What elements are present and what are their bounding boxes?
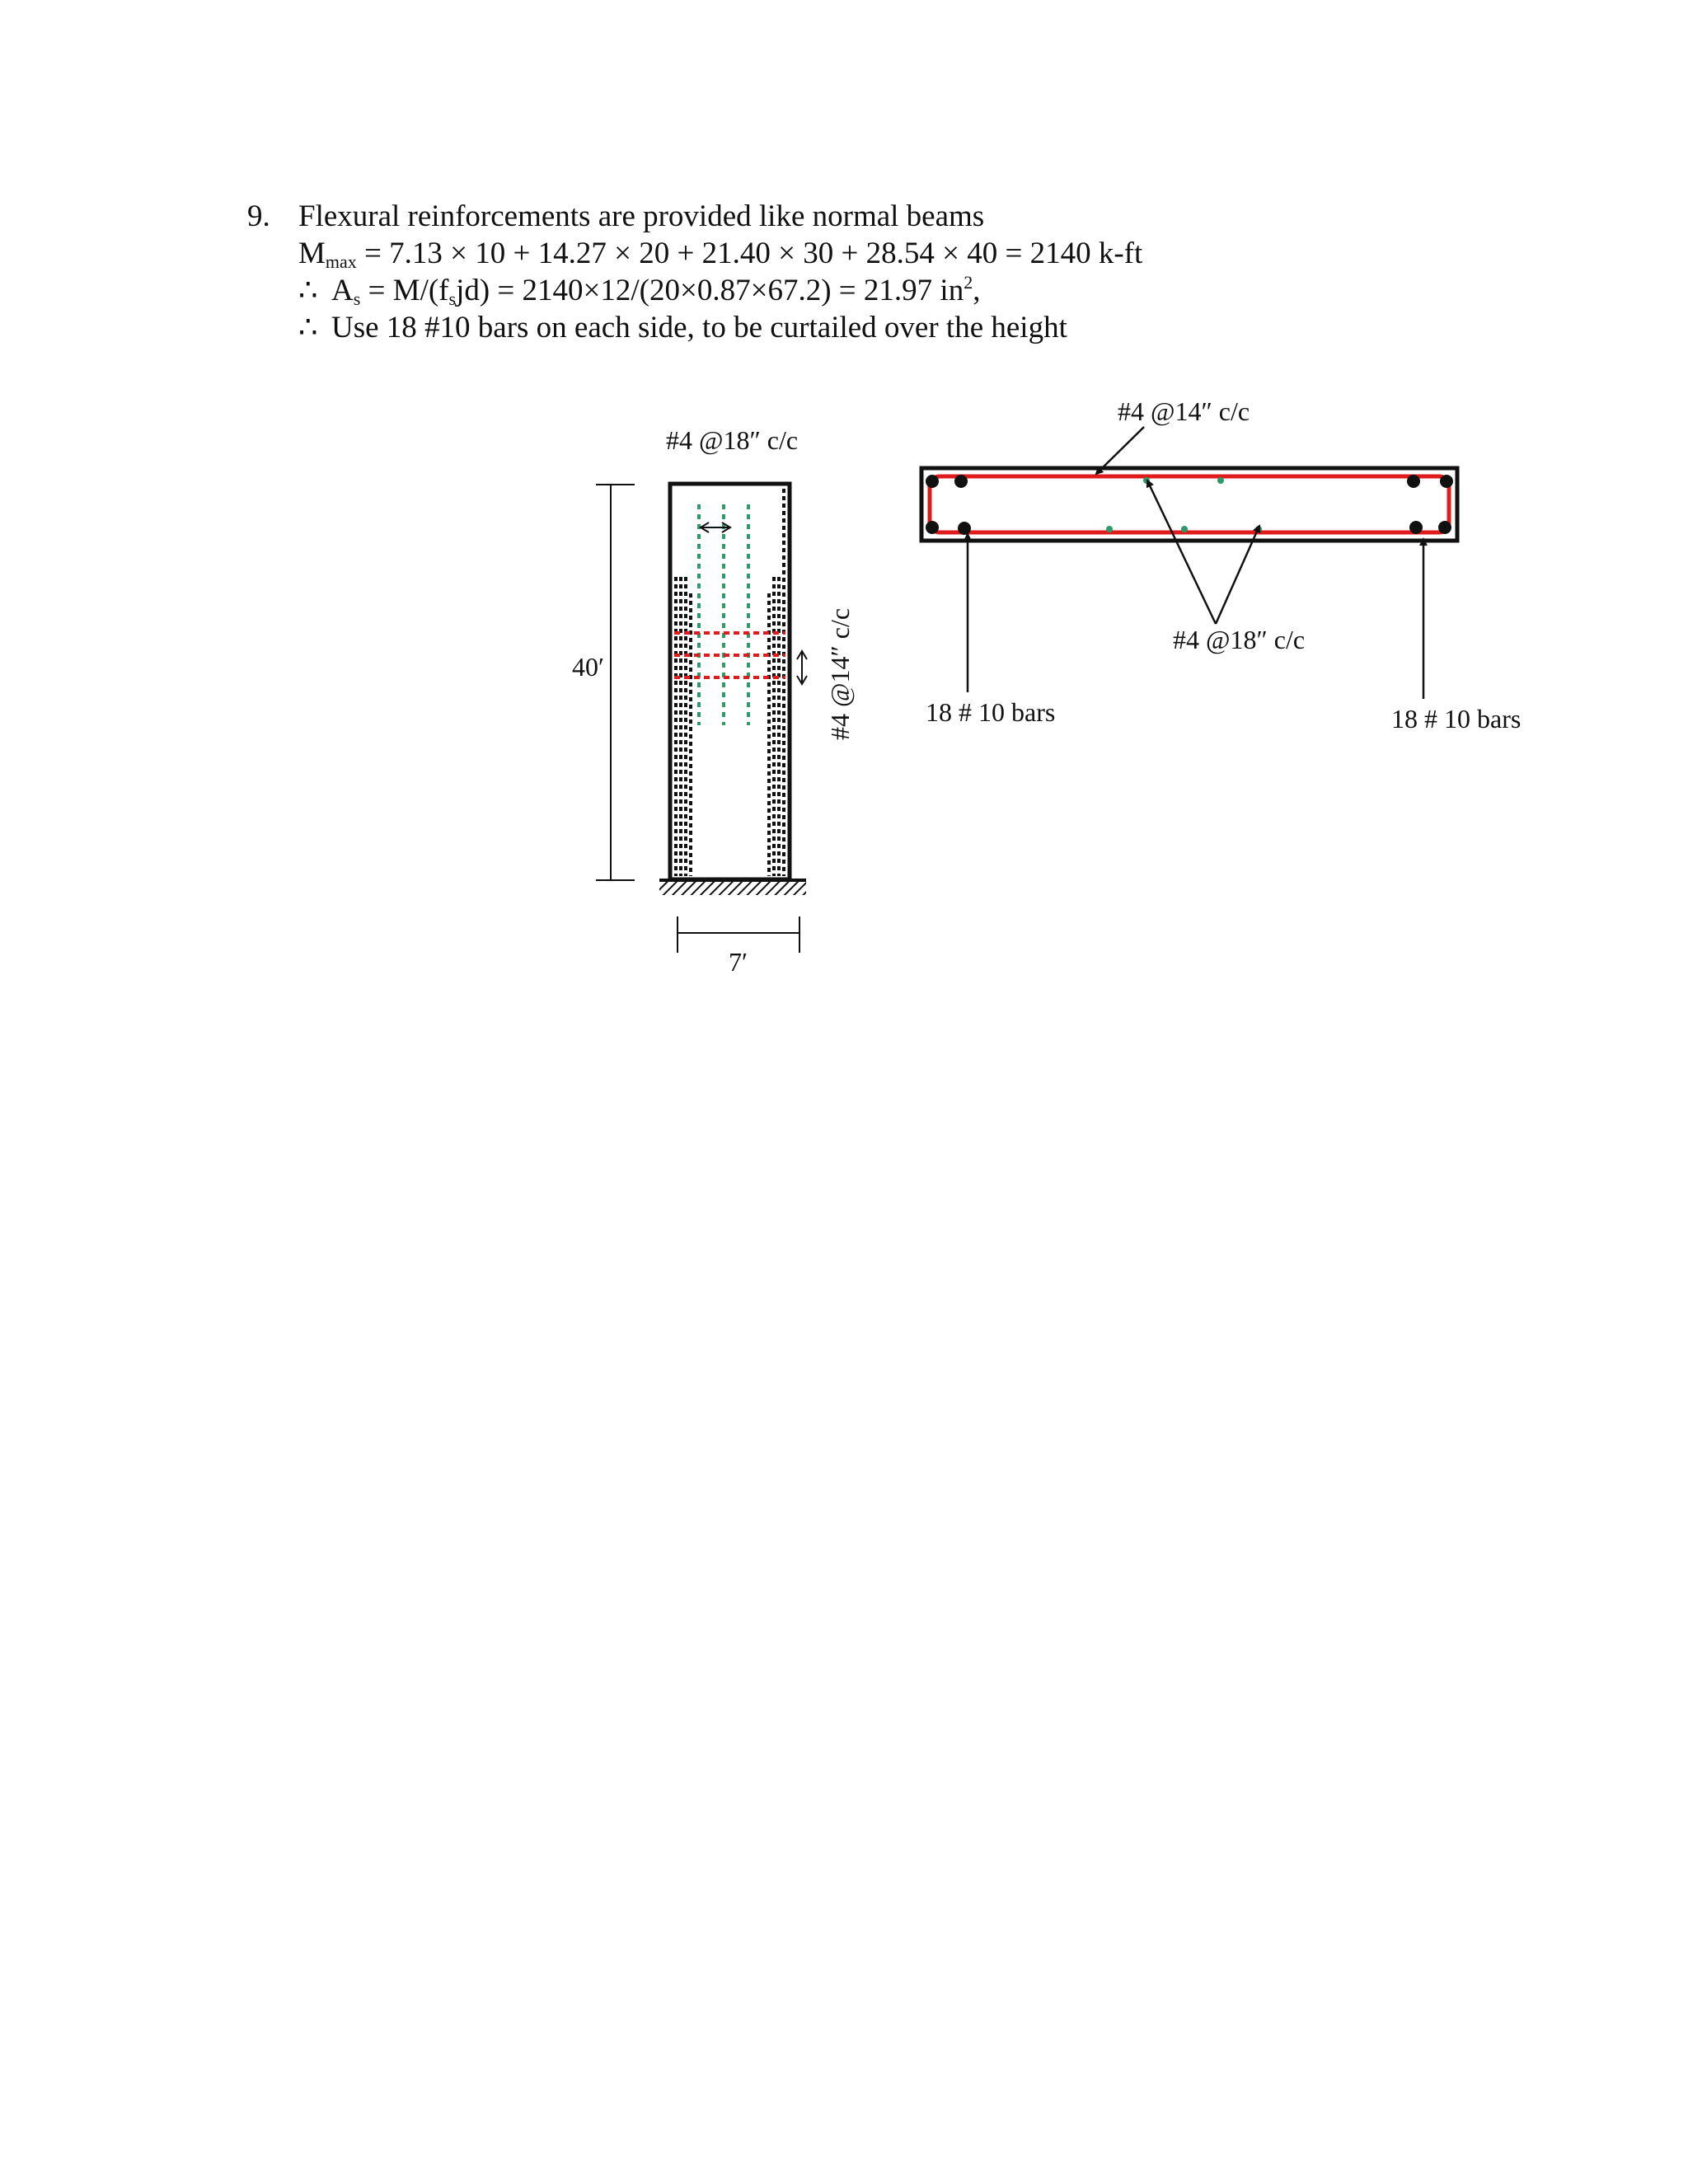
right-bars-label: 18 # 10 bars	[1391, 704, 1522, 733]
step-number: 9.	[247, 199, 270, 233]
web-leader-left	[1147, 480, 1216, 624]
wall-outline	[670, 484, 790, 879]
right-main-bars	[769, 489, 784, 876]
tie-label: #4 @14″ c/c	[1118, 396, 1250, 426]
as-symbol: A	[331, 274, 354, 307]
as-expression-part1: = M/(f	[360, 274, 449, 307]
web-bars-label: #4 @18″ c/c	[1173, 625, 1306, 654]
as-subscript: s	[353, 288, 361, 309]
section-tie	[930, 476, 1449, 532]
as-expression-part2: jd) = 2140×12/(20×0.87×67.2) = 21.97 in	[456, 274, 964, 307]
in2-superscript: 2	[964, 272, 973, 293]
therefore-symbol: ∴	[298, 311, 318, 344]
spacing-arrow-vertical	[797, 651, 807, 684]
height-dimension	[569, 485, 635, 880]
step-heading: Flexural reinforcements are provided like normal beams	[298, 199, 985, 233]
therefore-symbol: ∴	[298, 274, 318, 307]
fs-subscript: s	[448, 288, 457, 309]
mmax-expression: = 7.13 × 10 + 14.27 × 20 + 21.40 × 30 + 28.54 × 40 = 2140 k-ft	[356, 237, 1143, 270]
as-expression-part3: ,	[973, 274, 981, 307]
left-bars-label: 18 # 10 bars	[926, 697, 1056, 727]
side-spacing-label: #4 @14″ c/c	[825, 607, 855, 740]
wall-cross-section	[921, 396, 1521, 733]
base-hatch	[659, 880, 806, 895]
left-main-bars	[676, 577, 691, 876]
width-label: 7′	[729, 947, 748, 977]
use-bars-text: Use 18 #10 bars on each side, to be curtailed over the height	[331, 311, 1067, 344]
mmax-symbol: M	[298, 237, 326, 270]
section-outline	[921, 468, 1457, 541]
mmax-subscript: max	[325, 251, 357, 272]
section-main-bars	[926, 475, 1453, 535]
elevation-top-label: #4 @18″ c/c	[666, 425, 799, 455]
spacing-arrow-horizontal	[701, 523, 730, 532]
height-label: 40′	[572, 652, 604, 682]
section-web-bars	[1106, 477, 1262, 532]
web-bars-vertical	[699, 504, 748, 725]
wall-elevation	[569, 425, 855, 977]
